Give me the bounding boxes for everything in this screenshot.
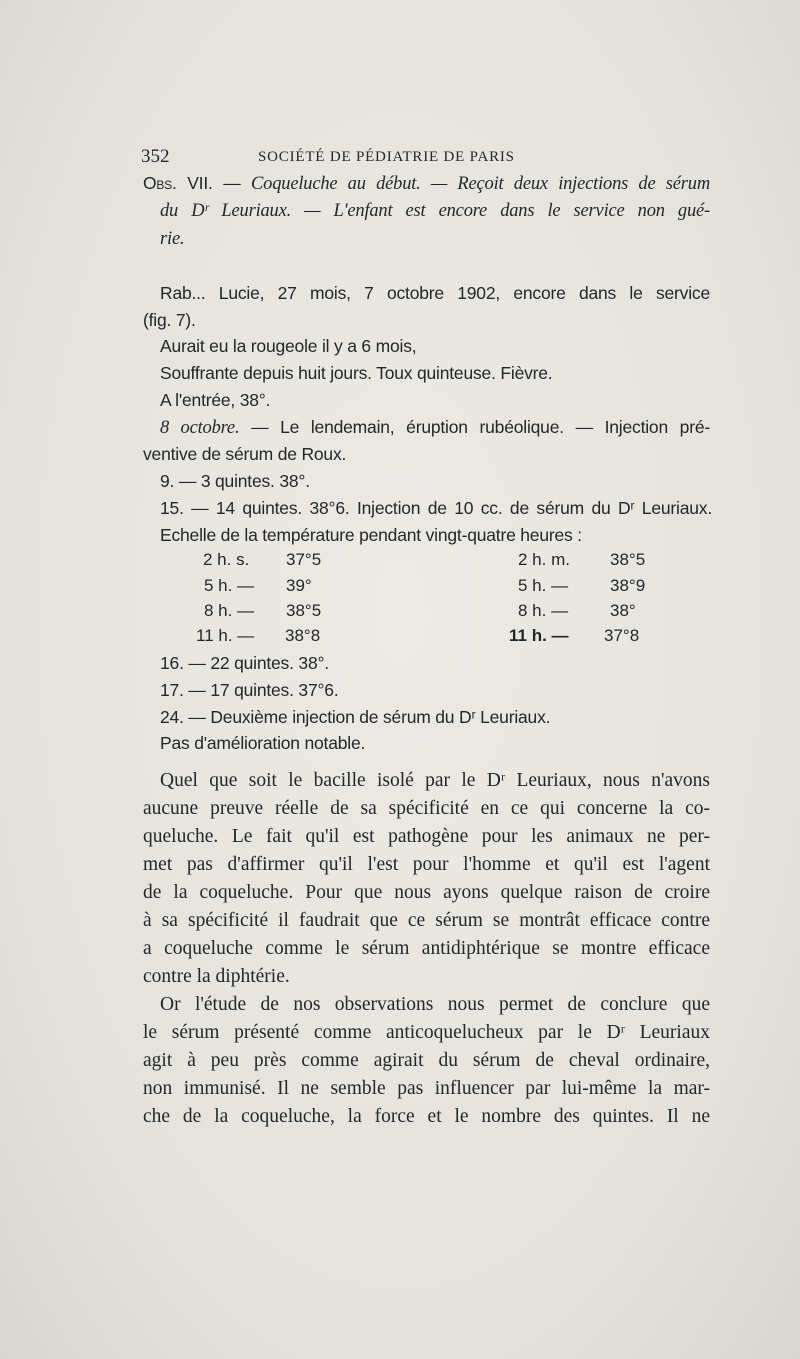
observation-title-line2: du Dʳ Leuriaux. — L'enfant est encore dans le service non gué-: [160, 201, 710, 221]
obs-line: A l'entrée, 38°.: [160, 390, 271, 410]
observation-title-line3: rie.: [160, 229, 185, 249]
page-number: 352: [141, 146, 170, 167]
obs-line: Pas d'amélioration notable.: [160, 733, 366, 753]
time-cell: 2 h. s.: [203, 550, 250, 569]
paragraph-line: aucune preuve réelle de sa spécificité en ce qui concerne la co-: [143, 798, 710, 819]
paragraph-line: Or l'étude de nos observations nous permet de conclure que: [160, 994, 710, 1015]
paragraph-line: le sérum présenté comme anticoquelucheux par le Dʳ Leuriaux: [143, 1022, 710, 1043]
temp-cell: 37°5: [286, 550, 322, 569]
temp-cell: 38°: [610, 601, 636, 620]
paragraph-line: agit à peu près comme agirait du sérum de cheval ordinaire,: [143, 1050, 710, 1071]
time-cell: 8 h. —: [204, 601, 255, 620]
time-cell: 2 h. m.: [518, 550, 570, 569]
time-cell: 5 h. —: [204, 576, 255, 595]
obs-line: 15. — 14 quintes. 38°6. Injection de 10 cc. de sérum du Dʳ Leuriaux.: [160, 498, 712, 518]
paragraph-line: non immunisé. Il ne semble pas influencer par lui-même la mar-: [143, 1078, 710, 1099]
observation-label: Obs. VII. —: [143, 173, 252, 193]
paragraph-line: a coqueluche comme le sérum antidiphtérique se montre efficace: [143, 938, 710, 959]
obs-line: 24. — Deuxième injection de sérum du Dʳ Leuriaux.: [160, 707, 551, 727]
temp-cell: 38°5: [610, 550, 646, 569]
paragraph-line: Quel que soit le bacille isolé par le Dʳ Leuriaux, nous n'avons: [160, 770, 710, 791]
paragraph-line: de la coqueluche. Pour que nous ayons quelque raison de croire: [143, 882, 710, 903]
temp-cell: 38°5: [286, 601, 322, 620]
obs-line: 17. — 17 quintes. 37°6.: [160, 680, 339, 700]
temp-cell: 39°: [286, 576, 312, 595]
obs-line: Aurait eu la rougeole il y a 6 mois,: [160, 336, 417, 356]
date-label: 8 octobre.: [160, 418, 240, 438]
paragraph-line: à sa spécificité il faudrait que ce sérum se montrât efficace contre: [143, 910, 710, 931]
obs-line: (fig. 7).: [143, 310, 196, 330]
paragraph-line: che de la coqueluche, la force et le nombre des quintes. Il ne: [143, 1106, 710, 1127]
time-cell: 8 h. —: [518, 601, 569, 620]
paragraph-line: met pas d'affirmer qu'il l'est pour l'homme et qu'il est l'agent: [143, 854, 710, 875]
running-title: SOCIÉTÉ DE PÉDIATRIE DE PARIS: [258, 149, 515, 165]
obs-text: — Le lendemain, éruption rubéolique. — Injection pré-: [239, 417, 711, 437]
observation-title: [143, 172, 710, 195]
obs-line: 16. — 22 quintes. 38°.: [160, 653, 329, 673]
temp-cell: 38°8: [285, 626, 321, 645]
time-cell: 5 h. —: [518, 576, 569, 595]
obs-line: Echelle de la température pendant vingt-quatre heures :: [160, 525, 582, 545]
paragraph-line: queluche. Le fait qu'il est pathogène pour les animaux ne per-: [143, 826, 710, 847]
temp-cell: 37°8: [604, 626, 640, 645]
obs-line: Souffrante depuis huit jours. Toux quinteuse. Fièvre.: [160, 363, 553, 383]
paragraph-line: contre la diphtérie.: [143, 966, 290, 987]
obs-line: Rab... Lucie, 27 mois, 7 octobre 1902, encore dans le service: [160, 283, 710, 303]
time-cell: 11 h. —: [196, 626, 255, 645]
observation-title-text: Coqueluche au début. — Reçoit deux injections de sérum: [251, 174, 710, 194]
obs-line: 9. — 3 quintes. 38°.: [160, 471, 310, 491]
obs-line: ventive de sérum de Roux.: [143, 444, 347, 464]
time-cell: 11 h. —: [509, 626, 569, 645]
obs-line: [160, 416, 710, 439]
temp-cell: 38°9: [610, 576, 646, 595]
